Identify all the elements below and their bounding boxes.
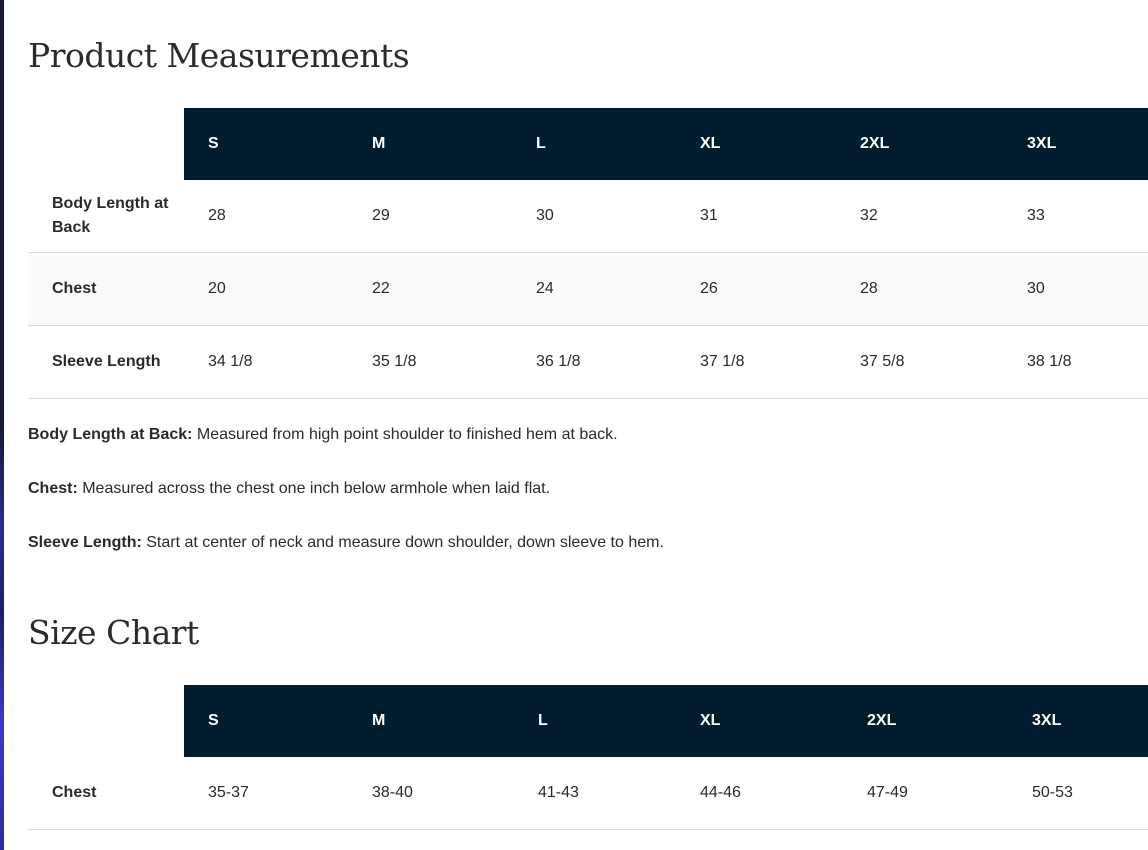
size-header-s: S	[184, 108, 348, 180]
definition-chest	[28, 479, 664, 533]
row-label-chest: Chest	[28, 757, 184, 830]
size-chart-title: Size Chart	[28, 613, 199, 652]
size-header-l: L	[514, 685, 676, 757]
table-cell: 41-43	[514, 757, 676, 830]
table-cell: 24	[512, 253, 676, 326]
size-header-3xl: 3XL	[1008, 685, 1148, 757]
definition-term: Sleeve Length:	[28, 534, 142, 551]
table-cell: 37 1/8	[676, 326, 838, 399]
table-cell: 38-40	[348, 757, 514, 830]
size-header-m: M	[348, 685, 514, 757]
row-label-sleeve-length: Sleeve Length	[28, 326, 184, 399]
table-header-row	[28, 685, 1148, 757]
size-header-m: M	[348, 108, 512, 180]
product-measurements-title: Product Measurements	[28, 36, 410, 75]
table-row	[28, 253, 1148, 326]
table-cell: 28	[838, 253, 1005, 326]
table-cell: 35 1/8	[348, 326, 512, 399]
table-cell: 36 1/8	[512, 326, 676, 399]
table-corner-cell	[28, 108, 184, 180]
row-label-chest: Chest	[28, 253, 184, 326]
product-measurements-table	[28, 108, 1148, 399]
table-cell: 38 1/8	[1005, 326, 1148, 399]
definition-text: Measured from high point shoulder to finished hem at back.	[192, 426, 618, 443]
table-cell: 50-53	[1008, 757, 1148, 830]
size-header-2xl: 2XL	[838, 108, 1005, 180]
size-header-l: L	[512, 108, 676, 180]
table-cell: 32	[838, 180, 1005, 253]
row-label-body-length: Body Length at Back	[28, 180, 184, 253]
size-header-s: S	[184, 685, 348, 757]
left-edge-strip	[0, 0, 4, 850]
table-cell: 30	[512, 180, 676, 253]
table-row	[28, 180, 1148, 253]
size-header-xl: XL	[676, 685, 843, 757]
table-cell: 33	[1005, 180, 1148, 253]
table-row	[28, 326, 1148, 399]
table-row	[28, 757, 1148, 830]
table-cell: 34 1/8	[184, 326, 348, 399]
definition-text: Start at center of neck and measure down shoulder, down sleeve to hem.	[141, 534, 664, 551]
size-header-2xl: 2XL	[843, 685, 1008, 757]
size-chart-table	[28, 685, 1148, 830]
table-cell: 44-46	[676, 757, 843, 830]
table-cell: 28	[184, 180, 348, 253]
table-cell: 35-37	[184, 757, 348, 830]
table-header-row	[28, 108, 1148, 180]
definition-term: Chest:	[28, 480, 78, 497]
definition-body-length	[28, 425, 664, 479]
table-cell: 20	[184, 253, 348, 326]
table-cell: 30	[1005, 253, 1148, 326]
size-header-xl: XL	[676, 108, 838, 180]
measurement-definitions	[28, 425, 664, 587]
table-cell: 47-49	[843, 757, 1008, 830]
table-cell: 37 5/8	[838, 326, 1005, 399]
table-cell: 26	[676, 253, 838, 326]
table-corner-cell	[28, 685, 184, 757]
table-cell: 31	[676, 180, 838, 253]
definition-term: Body Length at Back:	[28, 426, 193, 443]
table-cell: 29	[348, 180, 512, 253]
definition-text: Measured across the chest one inch below armhole when laid flat.	[77, 480, 551, 497]
definition-sleeve-length	[28, 533, 664, 587]
table-cell: 22	[348, 253, 512, 326]
size-header-3xl: 3XL	[1005, 108, 1148, 180]
